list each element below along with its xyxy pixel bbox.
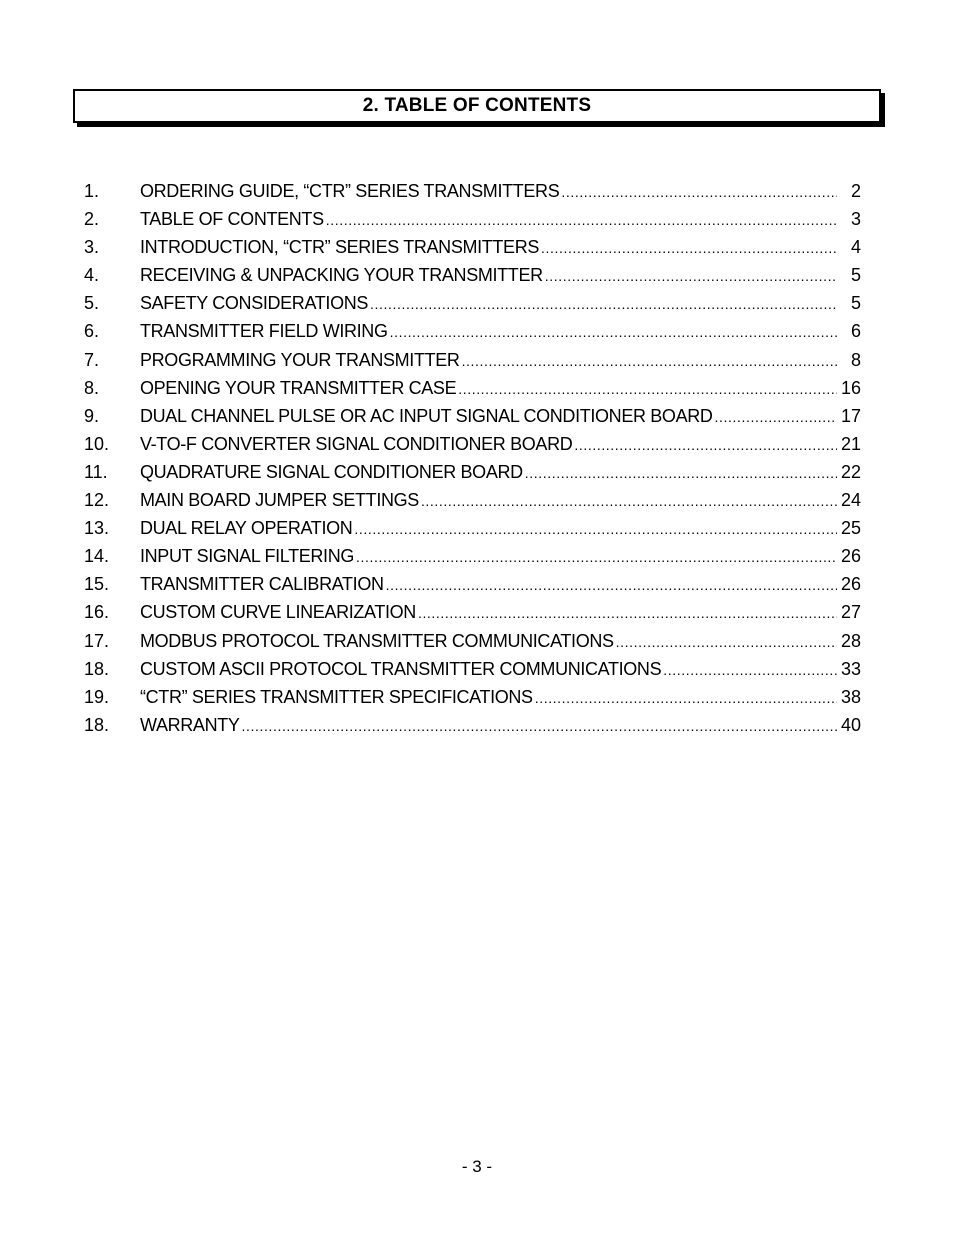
toc-entry-number: 19. [84,686,110,707]
toc-entry-title: MAIN BOARD JUMPER SETTINGS [140,490,419,511]
toc-dot-leader [561,178,837,206]
toc-dot-leader [242,712,837,740]
toc-dot-leader [386,571,837,599]
toc-dot-leader [462,347,837,375]
toc-entry-title: TRANSMITTER FIELD WIRING [140,321,388,342]
toc-entry-page: 6 [850,321,861,342]
toc-entry[interactable] [84,402,861,430]
toc-entry[interactable] [84,655,861,683]
toc-dot-leader [715,403,837,431]
toc-entry-number: 5. [84,293,100,314]
toc-entry-number: 1. [84,181,100,201]
toc-entry[interactable] [84,205,861,233]
toc-entry-page: 38 [840,686,861,707]
toc-entry-title: CUSTOM CURVE LINEARIZATION [140,602,416,623]
toc-entry-page: 25 [840,518,861,539]
toc-entry-number: 9. [84,405,100,426]
toc-entry-title: INTRODUCTION, “CTR” SERIES TRANSMITTERS [140,237,540,258]
toc-entry-number: 4. [84,265,100,286]
toc-dot-leader [663,656,837,684]
toc-entry-number: 13. [84,518,110,539]
toc-entry-title: TABLE OF CONTENTS [140,209,324,230]
toc-entry[interactable] [84,542,861,570]
page-number: - 3 - [461,1157,493,1176]
toc-entry-page: 26 [840,574,861,595]
toc-dot-leader [421,487,837,515]
toc-dot-leader [370,290,837,318]
toc-entry[interactable] [84,346,861,374]
toc-entry-page: 16 [840,377,861,398]
toc-entry-title: ORDERING GUIDE, “CTR” SERIES TRANSMITTERS [140,181,560,201]
toc-entry-title: MODBUS PROTOCOL TRANSMITTER COMMUNICATIONS [140,630,614,651]
toc-entry[interactable] [84,598,861,626]
toc-entry-page: 24 [840,490,861,511]
toc-entry[interactable] [84,458,861,486]
toc-entry[interactable] [84,570,861,598]
table-of-contents [84,177,861,739]
toc-entry-page: 27 [840,602,861,623]
toc-entry-number: 2. [84,209,100,230]
section-title-box [73,89,881,123]
toc-entry-title: INPUT SIGNAL FILTERING [140,546,355,567]
toc-entry[interactable] [84,289,861,317]
toc-entry-number: 18. [84,658,110,679]
page-title: 2. TABLE OF CONTENTS [362,95,592,116]
toc-entry-page: 5 [850,293,861,314]
toc-entry-page: 8 [850,349,861,370]
toc-entry-title: RECEIVING & UNPACKING YOUR TRANSMITTER [140,265,543,286]
toc-dot-leader [545,262,837,290]
toc-dot-leader [616,628,837,656]
toc-entry-number: 7. [84,349,100,370]
toc-entry-number: 12. [84,490,110,511]
toc-entry-number: 10. [84,433,110,454]
toc-entry-title: CUSTOM ASCII PROTOCOL TRANSMITTER COMMUNICATIONS [140,658,662,679]
toc-entry-title: TRANSMITTER CALIBRATION [140,574,384,595]
toc-dot-leader [574,431,837,459]
toc-entry[interactable] [84,711,861,739]
toc-entry[interactable] [84,374,861,402]
toc-entry-title: WARRANTY [140,714,240,735]
toc-entry-title: DUAL CHANNEL PULSE OR AC INPUT SIGNAL CONDITIONER BOARD [140,405,713,426]
toc-entry-page: 5 [850,265,861,286]
toc-entry-page: 4 [850,237,861,258]
toc-entry-page: 22 [840,461,861,482]
toc-entry-title: QUADRATURE SIGNAL CONDITIONER BOARD [140,461,523,482]
toc-entry-number: 17. [84,630,110,651]
toc-entry-page: 21 [840,433,861,454]
toc-dot-leader [541,234,837,262]
toc-entry-title: DUAL RELAY OPERATION [140,518,353,539]
toc-entry-page: 2 [850,181,861,201]
toc-entry[interactable] [84,261,861,289]
toc-entry-title: PROGRAMMING YOUR TRANSMITTER [140,349,460,370]
toc-dot-leader [525,459,837,487]
toc-dot-leader [390,318,837,346]
toc-dot-leader [326,206,837,234]
toc-entry-number: 14. [84,546,110,567]
toc-entry-number: 6. [84,321,100,342]
toc-entry-page: 3 [850,209,861,230]
toc-entry-number: 15. [84,574,110,595]
toc-entry[interactable] [84,177,861,205]
toc-entry-number: 3. [84,237,100,258]
toc-entry-page: 28 [840,630,861,651]
toc-entry[interactable] [84,627,861,655]
toc-entry[interactable] [84,514,861,542]
toc-dot-leader [458,375,837,403]
toc-entry-title: “CTR” SERIES TRANSMITTER SPECIFICATIONS [140,686,533,707]
toc-entry[interactable] [84,233,861,261]
toc-entry[interactable] [84,317,861,345]
toc-entry-number: 8. [84,377,100,398]
toc-entry-title: SAFETY CONSIDERATIONS [140,293,369,314]
toc-entry-number: 18. [84,714,110,735]
toc-entry-page: 26 [840,546,861,567]
toc-dot-leader [354,515,837,543]
toc-entry-number: 11. [84,461,108,482]
toc-entry[interactable] [84,430,861,458]
toc-entry-page: 17 [840,405,861,426]
toc-entry-title: V-TO-F CONVERTER SIGNAL CONDITIONER BOARD [140,433,573,454]
toc-dot-leader [535,684,837,712]
toc-entry-number: 16. [84,602,110,623]
toc-entry-title: OPENING YOUR TRANSMITTER CASE [140,377,457,398]
toc-entry-page: 40 [840,714,861,735]
toc-entry[interactable] [84,486,861,514]
toc-entry-page: 33 [840,658,861,679]
toc-dot-leader [356,543,837,571]
toc-dot-leader [418,599,837,627]
toc-entry[interactable] [84,683,861,711]
